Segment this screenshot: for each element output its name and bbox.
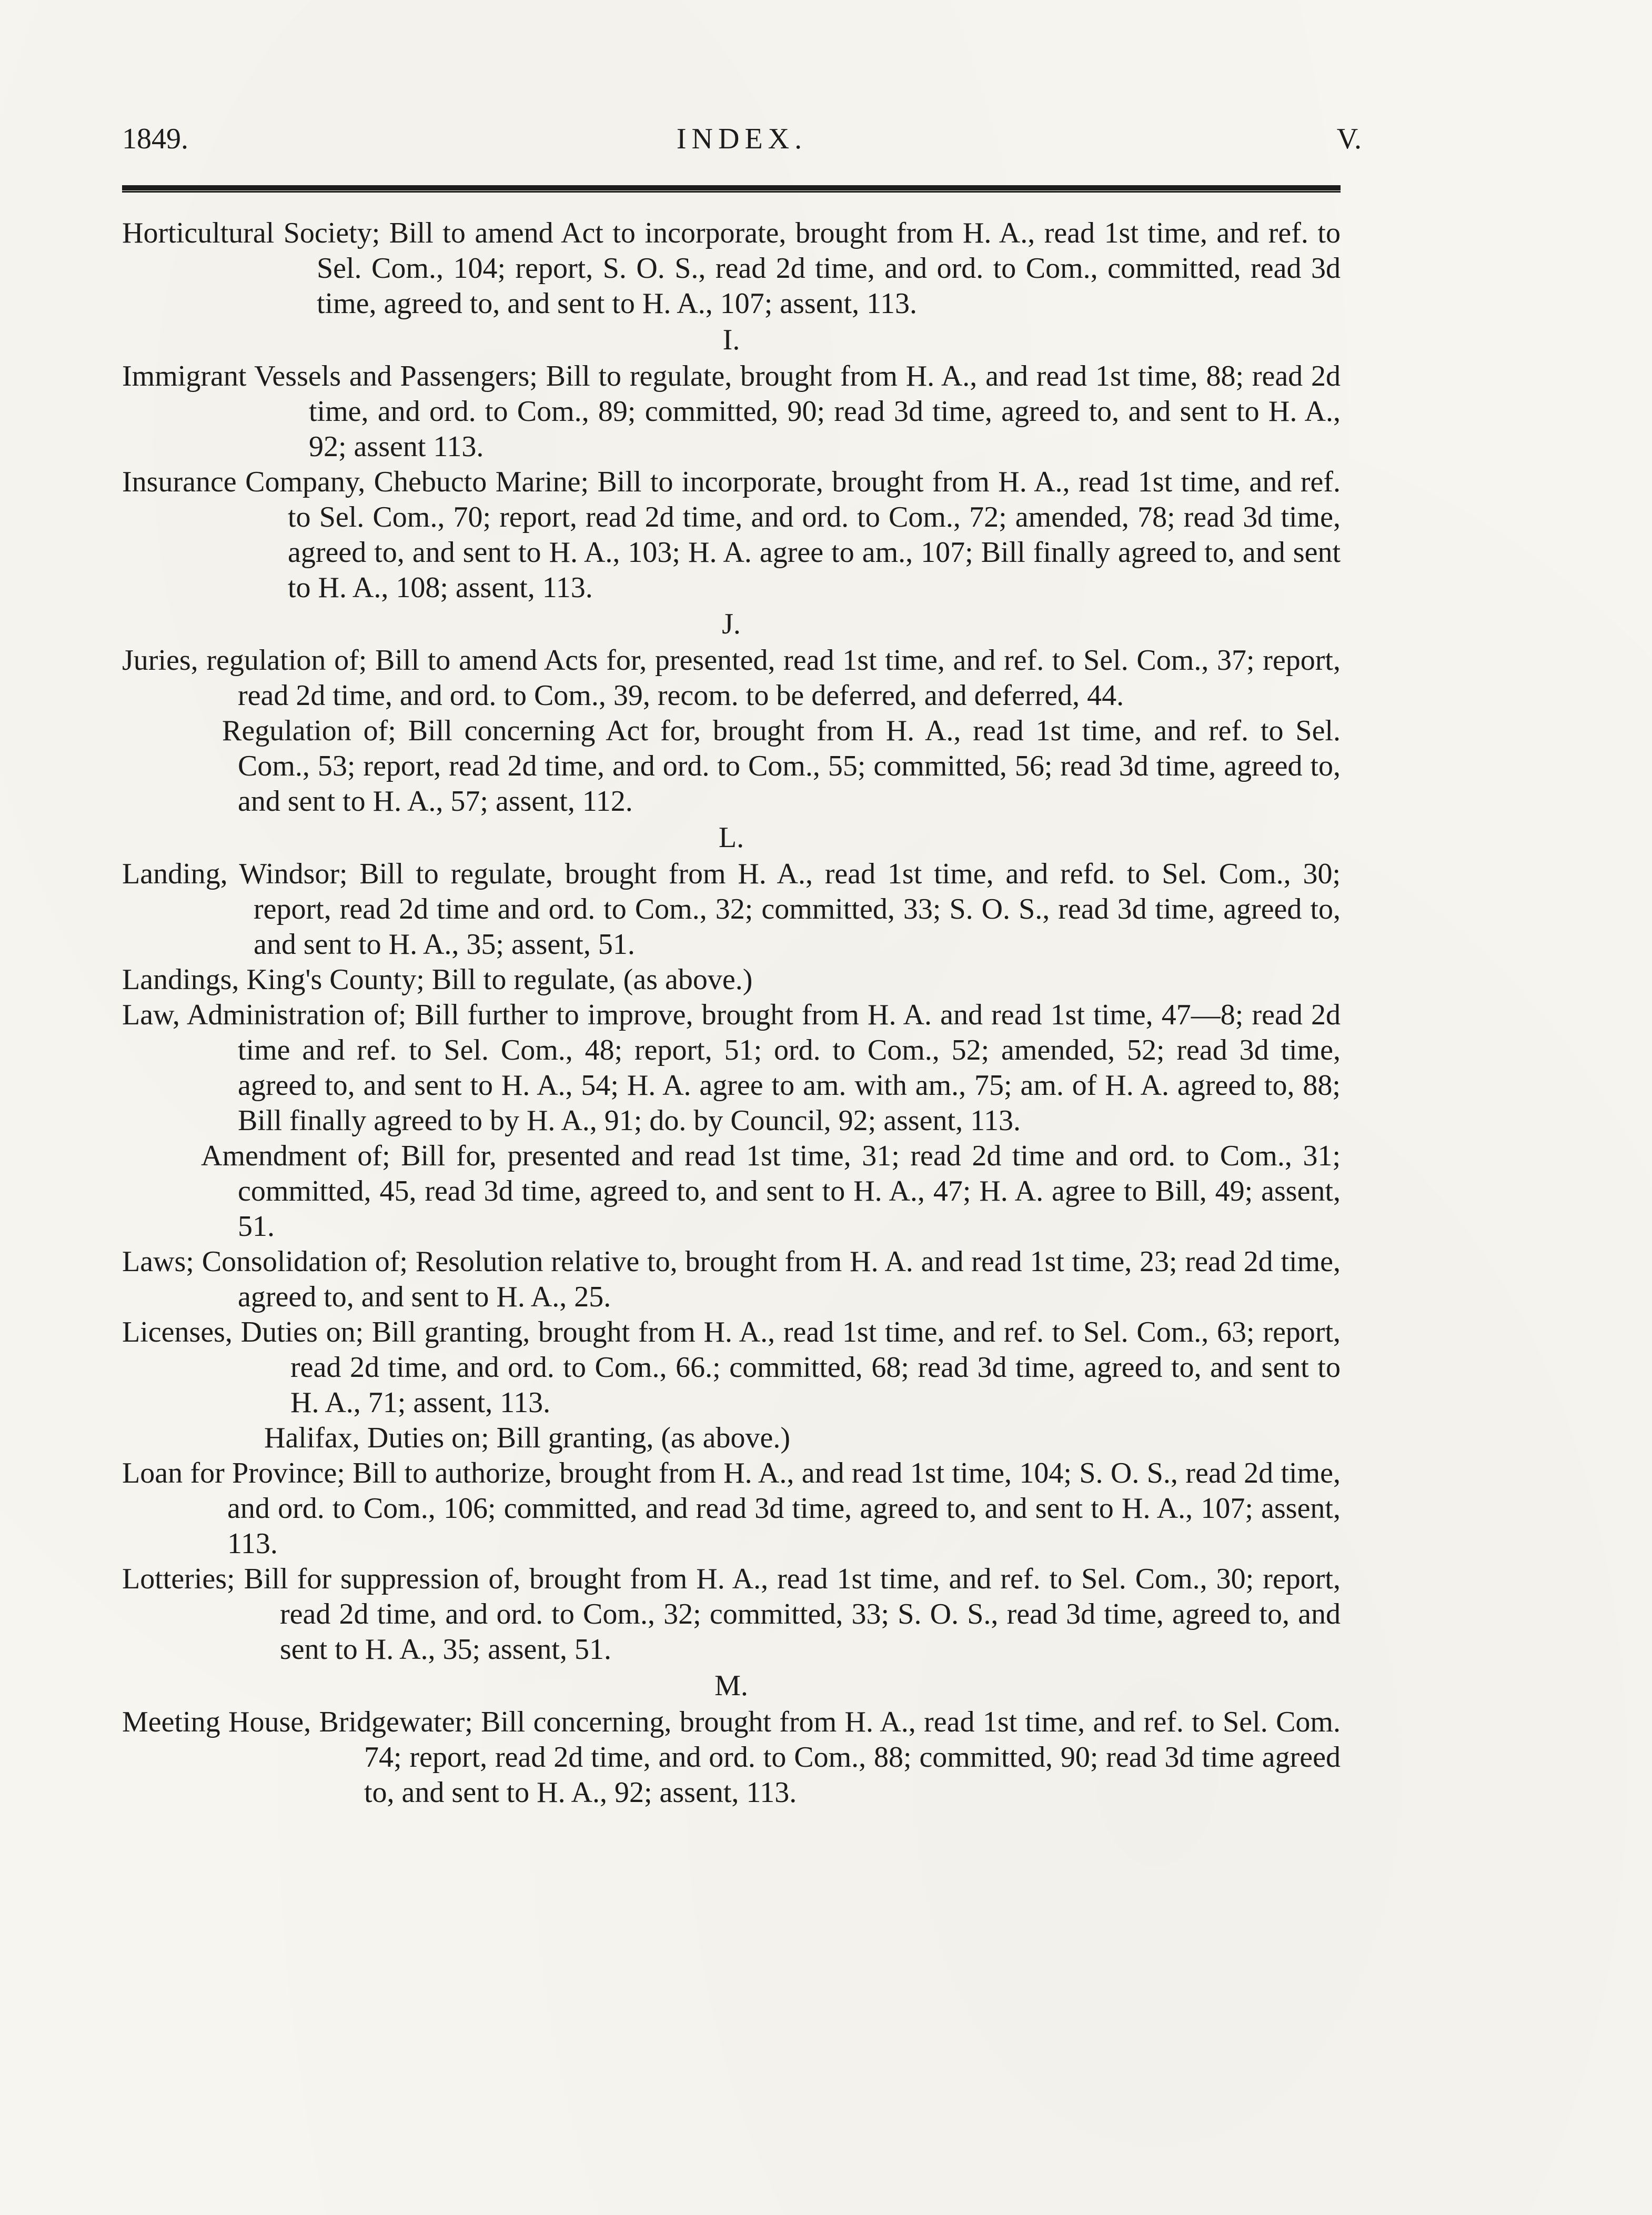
- index-entry: Laws; Consolidation of; Resolution relative to, brought from H. A. and read 1st time, 23; read 2d time, agreed to, and sent to H. A., 25.: [122, 1245, 1341, 1313]
- index-entry: Lotteries; Bill for suppression of, brought from H. A., read 1st time, and ref. to Sel. Com., 30; report, read 2d time, and ord. to Com., 32; committed, 33; S. O. S., read 3d time, agreed to, and sent to H. A., 35; assent, 51.: [122, 1563, 1341, 1666]
- index-entry: Landing, Windsor; Bill to regulate, brought from H. A., read 1st time, and refd. to Sel. Com., 30; report, read 2d time and ord. to Com., 32; committed, 33; S. O. S., read 3d time, agreed to, and sent to H. A., 35; assent, 51.: [122, 858, 1341, 961]
- index-entry: Immigrant Vessels and Passengers; Bill to regulate, brought from H. A., and read 1st time, 88; read 2d time, and ord. to Com., 89; committed, 90; read 3d time, agreed to, and sent to H. A., 92; assent 113.: [122, 360, 1341, 463]
- index-entry: Amendment of; Bill for, presented and read 1st time, 31; read 2d time and ord. to Com., 31; committed, 45, read 3d time, agreed to, and sent to H. A., 47; H. A. agree to Bill, 49; assent, 51.: [201, 1140, 1341, 1243]
- section-letter: L.: [718, 821, 744, 854]
- header-rule: [122, 185, 1341, 193]
- index-entry: Meeting House, Bridgewater; Bill concerning, brought from H. A., read 1st time, and ref. to Sel. Com. 74; report, read 2d time, and ord. to Com., 88; committed, 90; read 3d time agreed to, and sent to H. A., 92; assent, 113.: [122, 1706, 1341, 1809]
- header-year: 1849.: [122, 123, 188, 155]
- index-entry: Regulation of; Bill concerning Act for, brought from H. A., read 1st time, and ref. to Sel. Com., 53; report, read 2d time, and ord. to Com., 55; committed, 56; read 3d time, agreed to, and sent to H. A., 57; assent, 112.: [222, 714, 1341, 818]
- index-entry: Landings, King's County; Bill to regulate, (as above.): [122, 963, 753, 996]
- header-title: INDEX.: [676, 123, 808, 155]
- index-entry: Licenses, Duties on; Bill granting, brought from H. A., read 1st time, and ref. to Sel. Com., 63; report, read 2d time, and ord. to Com., 66.; committed, 68; read 3d time, agreed to, and sent to H. A., 71; assent, 113.: [122, 1316, 1341, 1419]
- index-entry: Insurance Company, Chebucto Marine; Bill to incorporate, brought from H. A., read 1st time, and ref. to Sel. Com., 70; report, read 2d time, and ord. to Com., 72; amended, 78; read 3d time, agreed to, and sent to H. A., 103; H. A. agree to am., 107; Bill finally agreed to, and sent to H. A., 108; assent, 113.: [122, 466, 1341, 604]
- section-letter: I.: [722, 324, 740, 356]
- index-entry: Halifax, Duties on; Bill granting, (as above.): [264, 1422, 790, 1454]
- section-letter: M.: [714, 1669, 748, 1702]
- header-page-number: V.: [1336, 123, 1362, 155]
- index-entry: Law, Administration of; Bill further to improve, brought from H. A. and read 1st time, 47—8; read 2d time and ref. to Sel. Com., 48; report, 51; ord. to Com., 52; amended, 52; read 3d time, agreed to, and sent to H. A., 54; H. A. agree to am. with am., 75; am. of H. A. agreed to, 88; Bill finally agreed to by H. A., 91; do. by Council, 92; assent, 113.: [122, 999, 1341, 1137]
- index-entry: Juries, regulation of; Bill to amend Acts for, presented, read 1st time, and ref. to Sel. Com., 37; report, read 2d time, and ord. to Com., 39, recom. to be deferred, and deferred, 44.: [122, 644, 1341, 712]
- index-entry: Loan for Province; Bill to authorize, brought from H. A., and read 1st time, 104; S. O. S., read 2d time, and ord. to Com., 106; committed, and read 3d time, agreed to, and sent to H. A., 107; assent, 113.: [122, 1457, 1341, 1560]
- index-entry: Horticultural Society; Bill to amend Act to incorporate, brought from H. A., read 1st time, and ref. to Sel. Com., 104; report, S. O. S., read 2d time, and ord. to Com., committed, read 3d time, agreed to, and sent to H. A., 107; assent, 113.: [122, 217, 1341, 320]
- running-header: [122, 122, 1362, 164]
- section-letter: J.: [722, 608, 741, 640]
- index-entries: [122, 216, 1341, 1810]
